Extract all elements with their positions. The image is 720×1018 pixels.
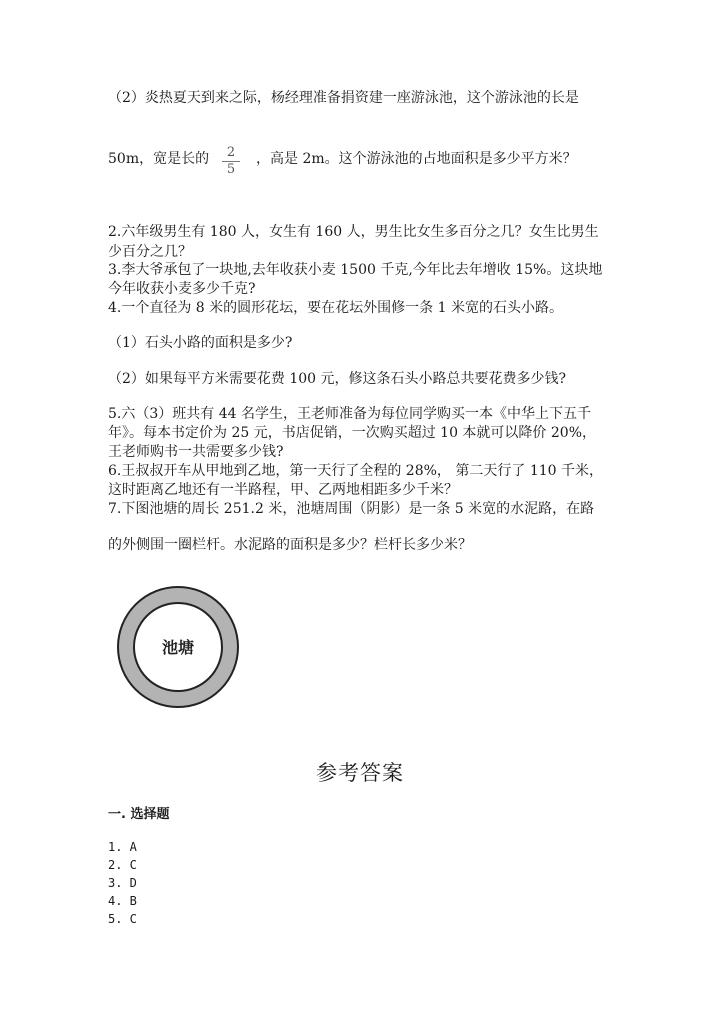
problem-5-line-1: 5.六（3）班共有 44 名学生，王老师准备为每位同学购买一本《中华上下五千 xyxy=(108,406,591,422)
problem-4-part-2: （2）如果每平方米需要花费 100 元，修这条石头小路总共要花费多少钱? xyxy=(108,371,567,387)
problem-7-line-2: 的外侧围一圈栏杆。水泥路的面积是多少？栏杆长多少米？ xyxy=(108,537,472,553)
problem-1-part-2-line-2b: ，高是 2m。这个游泳池的占地面积是多少平方米？ xyxy=(256,151,577,167)
problem-6-line-2: 这时距离乙地还有一半路程，甲、乙两地相距多少千米？ xyxy=(108,482,458,498)
problem-1-part-2-line-2a: 50m，宽是长的 xyxy=(108,151,210,167)
answer-item: 3. D xyxy=(108,876,137,890)
fraction-numerator: 2 xyxy=(226,145,236,160)
answer-item: 4. B xyxy=(108,894,137,908)
problem-2-line-1: 2.六年级男生有 180 人，女生有 160 人，男生比女生多百分之几？女生比男生 xyxy=(108,224,599,240)
problem-4-part-1: （1）石头小路的面积是多少? xyxy=(108,335,293,351)
problem-7-line-1: 7.下图池塘的周长 251.2 米，池塘周围（阴影）是一条 5 米宽的水泥路，在路 xyxy=(108,501,595,517)
answers-section-1: 一. 选择题 xyxy=(108,807,170,822)
fraction-denominator: 5 xyxy=(226,162,236,177)
pond-figure xyxy=(108,585,248,709)
fraction-two-fifths xyxy=(222,146,240,177)
problem-1-part-2-line-1: （2）炎热夏天到来之际，杨经理准备捐资建一座游泳池，这个游泳池的长是 xyxy=(108,90,579,106)
problem-5-line-3: 王老师购书一共需要多少钱? xyxy=(108,444,284,460)
problem-5-line-2: 年》。每本书定价为 25 元，书店促销，一次购买超过 10 本就可以降价 20%， xyxy=(108,425,596,441)
problem-3-line-2: 今年收获小麦多少千克? xyxy=(108,281,256,297)
answers-title: 参考答案 xyxy=(316,761,404,785)
problem-2-line-2: 少百分之几？ xyxy=(108,244,192,260)
problem-6-line-1: 6.王叔叔开车从甲地到乙地，第一天行了全程的 28%， 第二天行了 110 千米， xyxy=(108,463,603,479)
answer-item: 5. C xyxy=(108,912,137,926)
answer-item: 2. C xyxy=(108,858,137,872)
pond-label: 池塘 xyxy=(161,638,195,657)
answer-item: 1. A xyxy=(108,840,137,854)
problem-4-line-1: 4.一个直径为 8 米的圆形花坛，要在花坛外围修一条 1 米宽的石头小路。 xyxy=(108,300,563,316)
problem-3-line-1: 3.李大爷承包了一块地,去年收获小麦 1500 千克,今年比去年增收 15%。这块地 xyxy=(108,262,603,278)
